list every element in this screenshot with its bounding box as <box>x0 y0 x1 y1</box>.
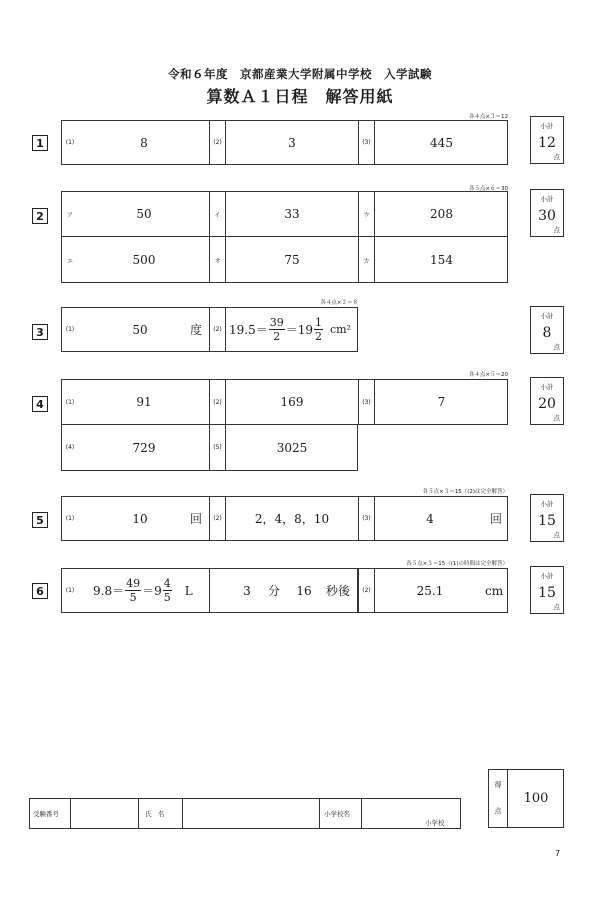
answer-label: (3) <box>362 398 371 406</box>
question-number-5: 5 <box>32 512 48 528</box>
answer-label: (2) <box>213 326 222 333</box>
subtotal-box-1 <box>530 116 564 164</box>
answer-q4-2: 169 <box>280 395 304 409</box>
question-number-4: 4 <box>32 396 48 412</box>
answer-label: (2) <box>213 398 222 406</box>
school-name-label: 小学校名 <box>320 798 362 829</box>
answer-sheet-title: 算数Ａ１日程 解答用紙 <box>206 87 394 106</box>
answer-label: (1) <box>65 326 75 333</box>
exam-number-label: 受験番号 <box>29 798 71 829</box>
answer-q5-3: 4 <box>426 511 434 526</box>
answer-label: (3) <box>362 515 371 522</box>
question-number-2: 2 <box>32 208 48 224</box>
total-label-cell <box>488 769 508 828</box>
unit-degree: 度 <box>190 323 203 337</box>
points-note-6: 各５点×３＝15（(1)の時間は完全解答） <box>406 561 508 567</box>
answer-q6-1-seconds: 16 <box>296 583 312 598</box>
subtotal-box-3 <box>530 306 564 354</box>
unit-area: cm² <box>330 323 352 336</box>
question-number-6: 6 <box>32 583 48 599</box>
subtotal-label: 小計 <box>540 383 554 391</box>
answer-label: オ <box>214 257 221 265</box>
answer-q1-3: 445 <box>430 135 453 150</box>
unit-minutes: 分 <box>268 584 281 598</box>
answer-q6-2: 25.1 <box>416 583 444 598</box>
unit-times: 回 <box>490 512 503 526</box>
denominator: 2 <box>315 330 323 343</box>
answer-label: ウ <box>363 211 370 219</box>
fraction <box>314 317 323 342</box>
answer-label: カ <box>363 257 370 265</box>
point-label: 点 <box>553 226 560 234</box>
subtotal-value-2: 30 <box>538 208 556 224</box>
subtotal-box-2 <box>530 189 564 237</box>
point-label: 点 <box>553 603 560 611</box>
answer-q4-5: 3025 <box>276 440 308 455</box>
points-note-1: 各４点×３＝12 <box>468 114 508 120</box>
answer-q3-2 <box>229 307 358 352</box>
subtotal-box-6 <box>530 566 564 614</box>
subtotal-label: 小計 <box>540 122 554 130</box>
answer-q2-e: 500 <box>132 253 156 267</box>
answer-q1-1: 8 <box>140 135 148 150</box>
subtotal-label: 小計 <box>540 312 554 320</box>
total-score-value: 100 <box>523 791 549 806</box>
answer-label: (4) <box>65 444 75 451</box>
denominator: 5 <box>129 591 137 604</box>
expr-eq: ＝19 <box>285 323 314 337</box>
answer-q4-1: 91 <box>136 395 152 409</box>
answer-q6-1-minutes: 3 <box>243 583 251 598</box>
denominator: 2 <box>273 330 281 343</box>
denominator: 5 <box>163 591 171 604</box>
expr-lead: 9.8＝ <box>93 584 125 598</box>
point-label: 点 <box>553 531 560 539</box>
answer-q5-1: 10 <box>132 511 148 526</box>
point-label: 点 <box>553 153 560 161</box>
answer-label: (2) <box>213 515 222 522</box>
answer-label: (1) <box>65 398 75 406</box>
numerator: 49 <box>126 577 141 590</box>
point-label: 点 <box>553 343 560 351</box>
answer-label: ア <box>66 211 73 219</box>
numerator: 1 <box>315 316 323 329</box>
unit-cm: cm <box>485 583 504 598</box>
total-label-bottom: 点 <box>494 807 502 815</box>
unit-seconds-later: 秒後 <box>326 584 351 598</box>
exam-number-field[interactable] <box>71 798 139 829</box>
name-label: 氏 名 <box>139 798 183 829</box>
subtotal-value-1: 12 <box>538 135 556 151</box>
subtotal-label: 小計 <box>540 572 554 580</box>
fraction <box>163 578 172 603</box>
answer-label: (1) <box>65 139 75 146</box>
answer-label: (2) <box>213 139 222 146</box>
school-suffix: 小学校 <box>425 819 445 827</box>
answer-q2-ka: 154 <box>430 253 453 267</box>
subtotal-box-4 <box>530 377 564 425</box>
point-label: 点 <box>553 414 560 422</box>
answer-q3-1: 50 <box>132 322 148 337</box>
numerator: 39 <box>269 316 284 329</box>
unit-times: 回 <box>190 512 203 526</box>
school-name-field[interactable] <box>362 798 461 829</box>
unit-liter: L <box>184 583 193 598</box>
fraction <box>269 317 285 342</box>
subtotal-label: 小計 <box>540 195 554 203</box>
name-field[interactable] <box>183 798 320 829</box>
answer-label: (1) <box>65 515 75 522</box>
answer-label: (5) <box>213 444 222 451</box>
header-exam-title: 令和６年度 京都産業大学附属中学校 入学試験 <box>168 67 432 81</box>
expr-lead: 19.5＝ <box>229 323 268 337</box>
subtotal-value-3: 8 <box>542 325 552 341</box>
answer-q4-4: 729 <box>132 440 156 455</box>
points-note-2: 各５点×６＝30 <box>468 186 508 192</box>
answer-label: (1) <box>65 587 75 594</box>
answer-label: (2) <box>362 587 371 594</box>
subtotal-value-5: 15 <box>538 513 556 529</box>
subtotal-box-5 <box>530 494 564 542</box>
fraction <box>125 578 141 603</box>
answer-q5-2: 2，4，8，10 <box>254 512 330 526</box>
question-number-3: 3 <box>32 324 48 340</box>
answer-label: エ <box>66 257 73 265</box>
answer-q1-2: 3 <box>288 135 296 150</box>
question-number-1: 1 <box>32 135 48 151</box>
answer-q2-u: 208 <box>430 207 453 221</box>
answer-q4-3: 7 <box>437 395 446 409</box>
numerator: 4 <box>163 577 171 590</box>
points-note-5: 各５点×３＝15（(2)は完全解答） <box>422 489 508 495</box>
expr-eq: ＝9 <box>142 584 162 598</box>
answer-q2-o: 75 <box>284 253 300 267</box>
page-number: 7 <box>555 849 561 858</box>
answer-q2-a: 50 <box>136 207 152 221</box>
answer-label: イ <box>214 211 221 219</box>
answer-q6-1-volume <box>93 568 209 613</box>
answer-label: (3) <box>362 139 371 146</box>
points-note-4: 各４点×５＝20 <box>468 372 508 378</box>
subtotal-value-6: 15 <box>538 585 556 601</box>
subtotal-label: 小計 <box>540 500 554 508</box>
answer-q2-i: 33 <box>284 207 300 221</box>
points-note-3: 各４点×２＝８ <box>320 300 358 306</box>
subtotal-value-4: 20 <box>538 396 556 412</box>
total-label-top: 得 <box>494 781 502 789</box>
